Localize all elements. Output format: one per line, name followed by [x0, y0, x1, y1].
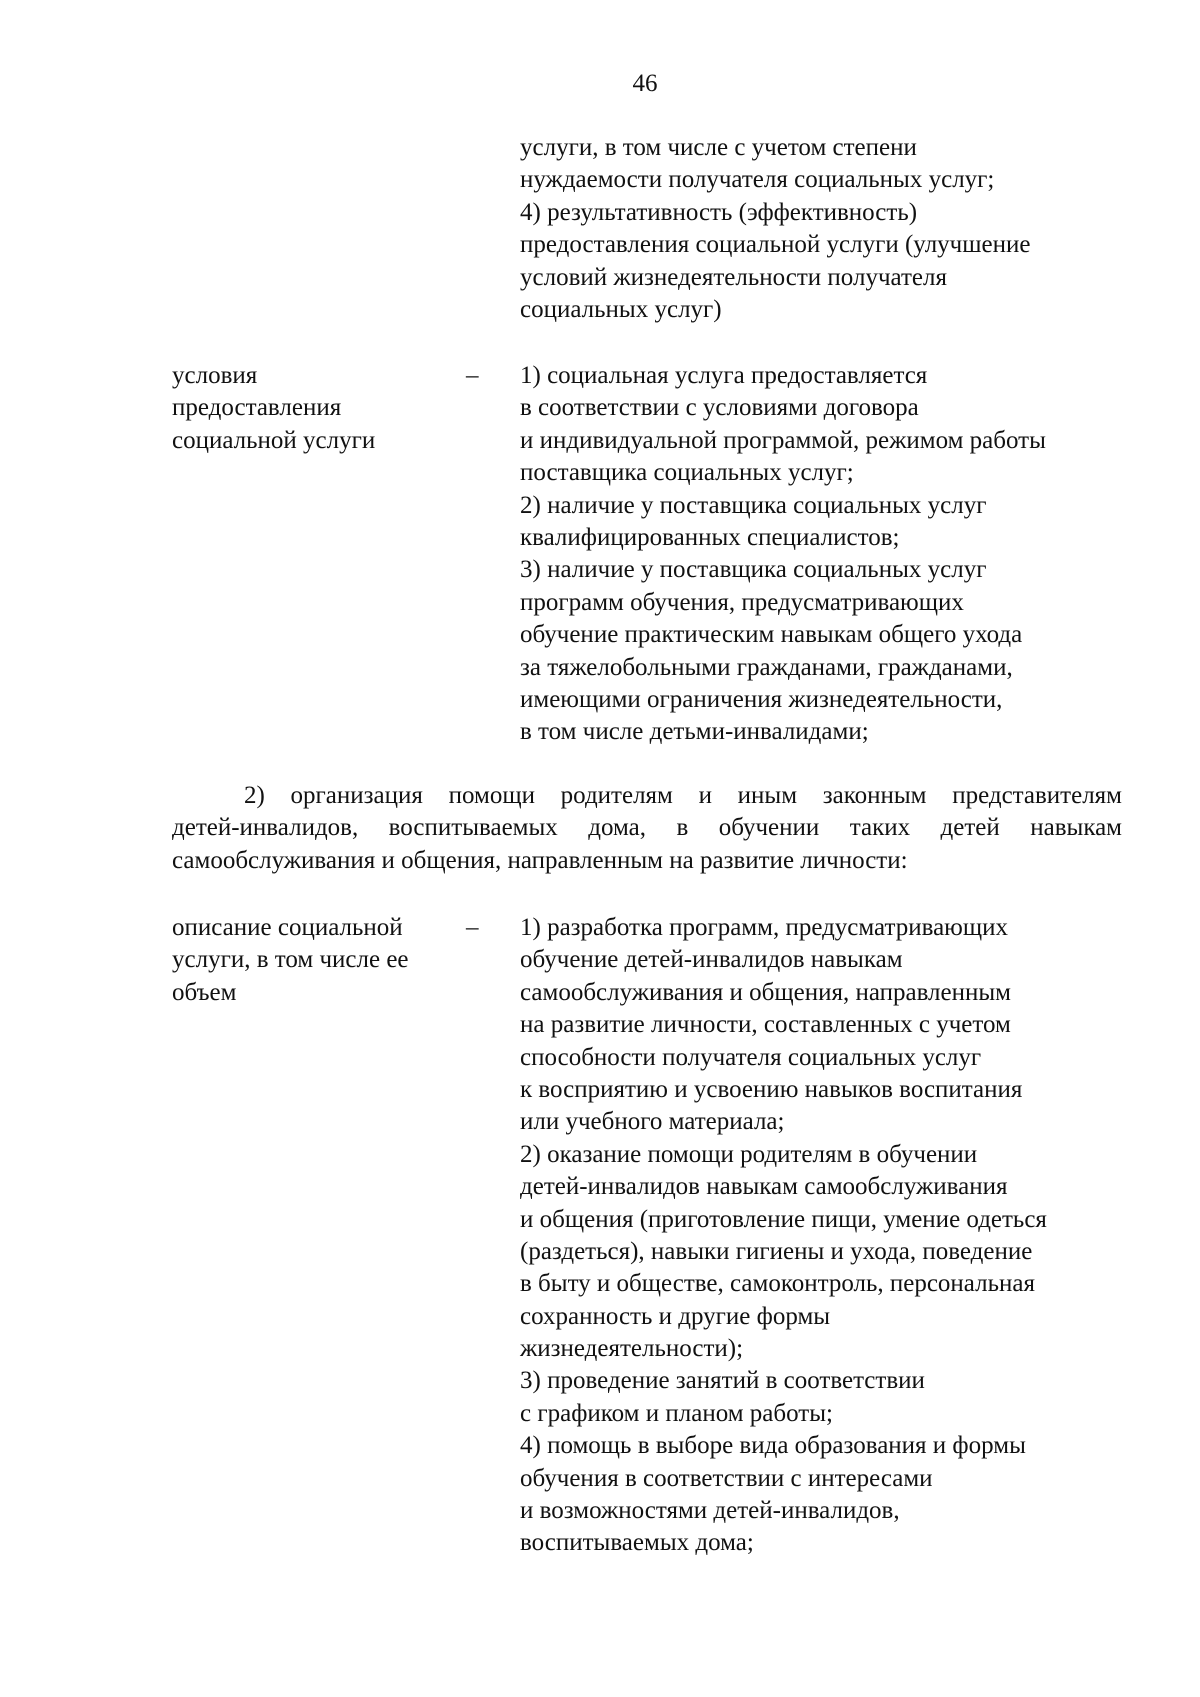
text-line: 2) оказание помощи родителям в обучении — [520, 1140, 978, 1168]
text-line: и возможностями детей-инвалидов, — [520, 1497, 900, 1525]
text-line: 1) разработка программ, предусматривающих — [520, 914, 1008, 941]
text-line: поставщика социальных услуг; — [520, 459, 854, 487]
continuation-text — [520, 132, 1030, 326]
text-line: социальной услуги — [172, 426, 376, 454]
conditions-definition — [520, 360, 1046, 749]
definition-dash: – — [466, 362, 479, 389]
text-line: социальных услуг) — [520, 295, 722, 323]
text-line: к восприятию и усвоению навыков воспитания — [520, 1075, 1023, 1103]
paragraph-line: детей-инвалидов, воспитываемых дома, в обучении таких детей навыкам — [172, 814, 1122, 842]
text-line: и индивидуальной программой, режимом работы — [520, 426, 1046, 454]
text-line: с графиком и планом работы; — [520, 1399, 833, 1427]
text-line: квалифицированных специалистов; — [520, 523, 900, 551]
text-line: предоставления социальной услуги (улучшение — [520, 231, 1031, 259]
text-line: на развитие личности, составленных с учетом — [520, 1011, 1011, 1039]
text-line: и общения (приготовление пищи, умение одеться — [520, 1205, 1047, 1233]
text-line: (раздеться), навыки гигиены и ухода, поведение — [520, 1237, 1033, 1265]
text-line: условий жизнедеятельности получателя — [520, 263, 947, 291]
text-line: предоставления — [172, 394, 342, 422]
text-line: нуждаемости получателя социальных услуг; — [520, 166, 995, 194]
text-line: обучение детей-инвалидов навыкам — [520, 946, 903, 974]
page-number: 46 — [632, 70, 658, 97]
text-line: описание социальной — [172, 914, 403, 941]
text-line: услуги, в том числе ее — [172, 946, 409, 974]
text-line: 1) социальная услуга предоставляется — [520, 362, 928, 389]
text-line: 3) наличие у поставщика социальных услуг — [520, 556, 987, 584]
text-line: 2) наличие у поставщика социальных услуг — [520, 491, 987, 519]
description-definition — [520, 912, 1047, 1560]
text-line: сохранность и другие формы — [520, 1302, 831, 1330]
text-line: обучения в соответствии с интересами — [520, 1464, 933, 1492]
text-line: или учебного материала; — [520, 1108, 785, 1136]
text-line: услуги, в том числе с учетом степени — [520, 134, 917, 161]
description-term — [172, 912, 409, 1009]
text-line: программ обучения, предусматривающих — [520, 588, 964, 616]
definition-dash: – — [466, 914, 479, 941]
text-line: обучение практическим навыкам общего ухода — [520, 621, 1023, 649]
text-line: воспитываемых дома; — [520, 1529, 754, 1557]
text-line: 3) проведение занятий в соответствии — [520, 1367, 925, 1395]
conditions-term — [172, 360, 375, 457]
text-line: самообслуживания и общения, направленным — [520, 978, 1012, 1006]
text-line: в том числе детьми-инвалидами; — [520, 718, 869, 746]
text-line: объем — [172, 978, 237, 1006]
text-line: способности получателя социальных услуг — [520, 1043, 982, 1071]
text-line: жизнедеятельности); — [520, 1335, 744, 1363]
text-line: условия — [172, 362, 258, 389]
text-line: за тяжелобольными гражданами, гражданами, — [520, 653, 1013, 681]
text-line: 4) помощь в выборе вида образования и формы — [520, 1432, 1026, 1460]
paragraph-line: самообслуживания и общения, направленным на развитие личности: — [172, 846, 908, 874]
text-line: детей-инвалидов навыкам самообслуживания — [520, 1173, 1008, 1201]
text-line: в соответствии с условиями договора — [520, 394, 919, 422]
service-paragraph — [172, 780, 1122, 877]
text-line: имеющими ограничения жизнедеятельности, — [520, 685, 1003, 713]
paragraph-line: 2) организация помощи родителям и иным законным представителям — [244, 782, 1122, 809]
text-line: 4) результативность (эффективность) — [520, 198, 918, 226]
text-line: в быту и обществе, самоконтроль, персональная — [520, 1270, 1035, 1298]
